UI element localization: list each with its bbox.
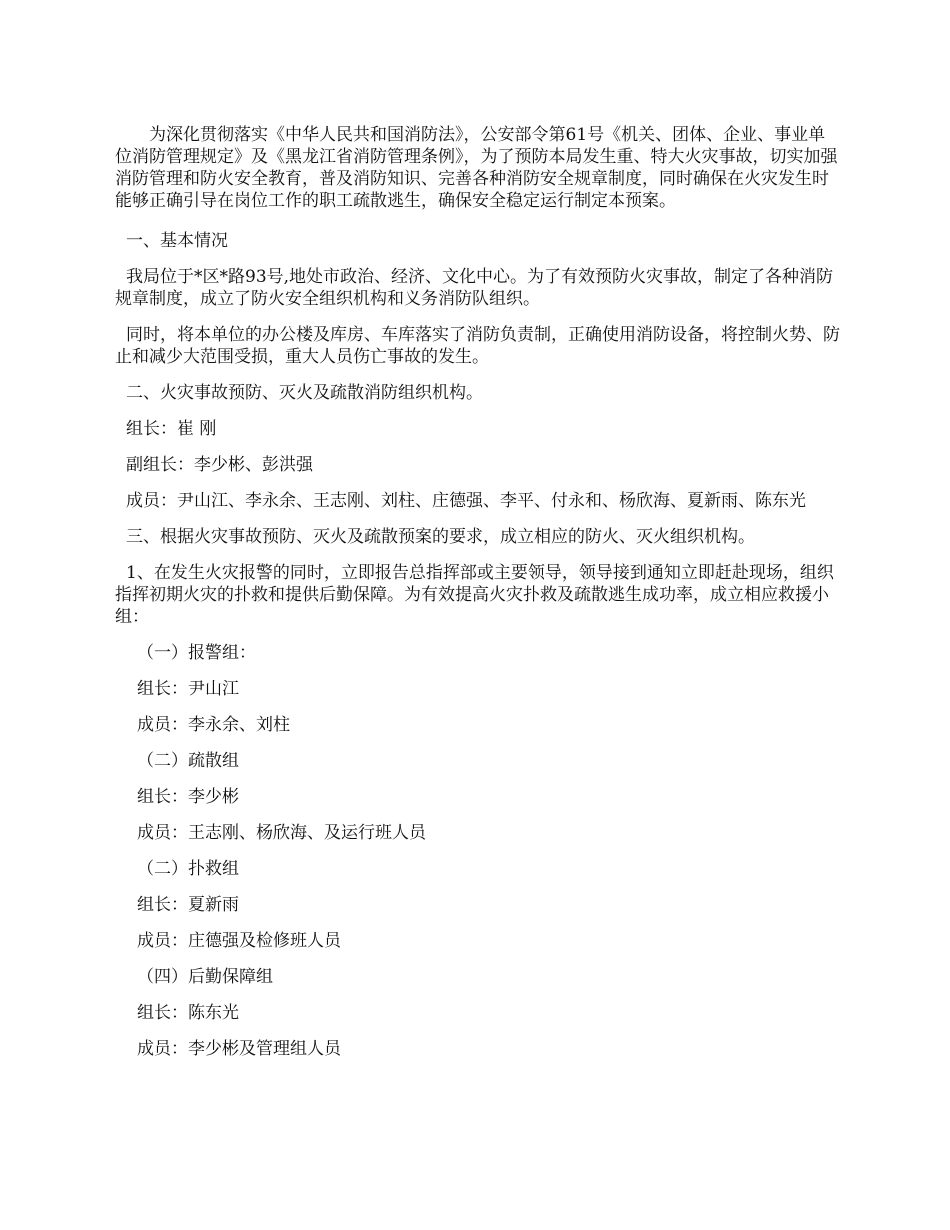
section-3-heading: 三、根据火灾事故预防、灭火及疏散预案的要求，成立相应的防火、灭火组织机构。 <box>126 527 755 547</box>
group-4-title: （四）后勤保障组 <box>137 967 273 987</box>
document-page <box>115 124 840 1074</box>
group-2-members: 成员：王志刚、杨欣海、及运行班人员 <box>137 823 426 843</box>
group-3-members: 成员：庄德强及检修班人员 <box>137 931 341 951</box>
group-1-leader: 组长：尹山江 <box>137 679 239 699</box>
section-2-deputy: 副组长：李少彬、彭洪强 <box>126 455 313 475</box>
group-1-members: 成员：李永余、刘柱 <box>137 715 290 735</box>
group-4-leader: 组长：陈东光 <box>137 1003 239 1023</box>
section-2-heading: 二、火灾事故预防、灭火及疏散消防组织机构。 <box>126 383 483 403</box>
section-1-paragraph-2: 同时，将本单位的办公楼及库房、车库落实了消防负责制，正确使用消防设备，将控制火势、防止和减少大范围受损，重大人员伤亡事故的发生。 <box>115 325 840 367</box>
section-2-leader: 组长：崔 刚 <box>126 419 217 439</box>
group-1-title: （一）报警组： <box>137 643 256 663</box>
group-4-members: 成员：李少彬及管理组人员 <box>137 1039 341 1059</box>
section-2-members: 成员：尹山江、李永余、王志刚、刘柱、庄德强、李平、付永和、杨欣海、夏新雨、陈东光 <box>126 491 806 511</box>
group-2-leader: 组长：李少彬 <box>137 787 239 807</box>
group-3-title: （二）扑救组 <box>137 859 239 879</box>
section-1-heading: 一、基本情况 <box>126 231 228 251</box>
group-3-leader: 组长：夏新雨 <box>137 895 239 915</box>
section-1-paragraph-1: 我局位于*区*路93号,地处市政治、经济、文化中心。为了有效预防火灾事故，制定了各种消防规章制度，成立了防火安全组织机构和义务消防队组织。 <box>115 267 834 309</box>
section-3-paragraph-1: 1、在发生火灾报警的同时，立即报告总指挥部或主要领导，领导接到通知立即赶赴现场，组织指挥初期火灾的扑救和提供后勤保障。为有效提高火灾扑救及疏散逃生成功率，成立相应救援小组： <box>115 563 834 627</box>
intro-paragraph: 为深化贯彻落实《中华人民共和国消防法》，公安部令第61号《机关、团体、企业、事业单位消防管理规定》及《黑龙江省消防管理条例》，为了预防本局发生重、特大火灾事故，切实加强消防管理和防火安全教育，普及消防知识、完善各种消防安全规章制度，同时确保在火灾发生时能够正确引导在岗位工作的职工疏散逃生，确保安全稳定运行制定本预案。 <box>115 125 838 211</box>
group-2-title: （二）疏散组 <box>137 751 239 771</box>
